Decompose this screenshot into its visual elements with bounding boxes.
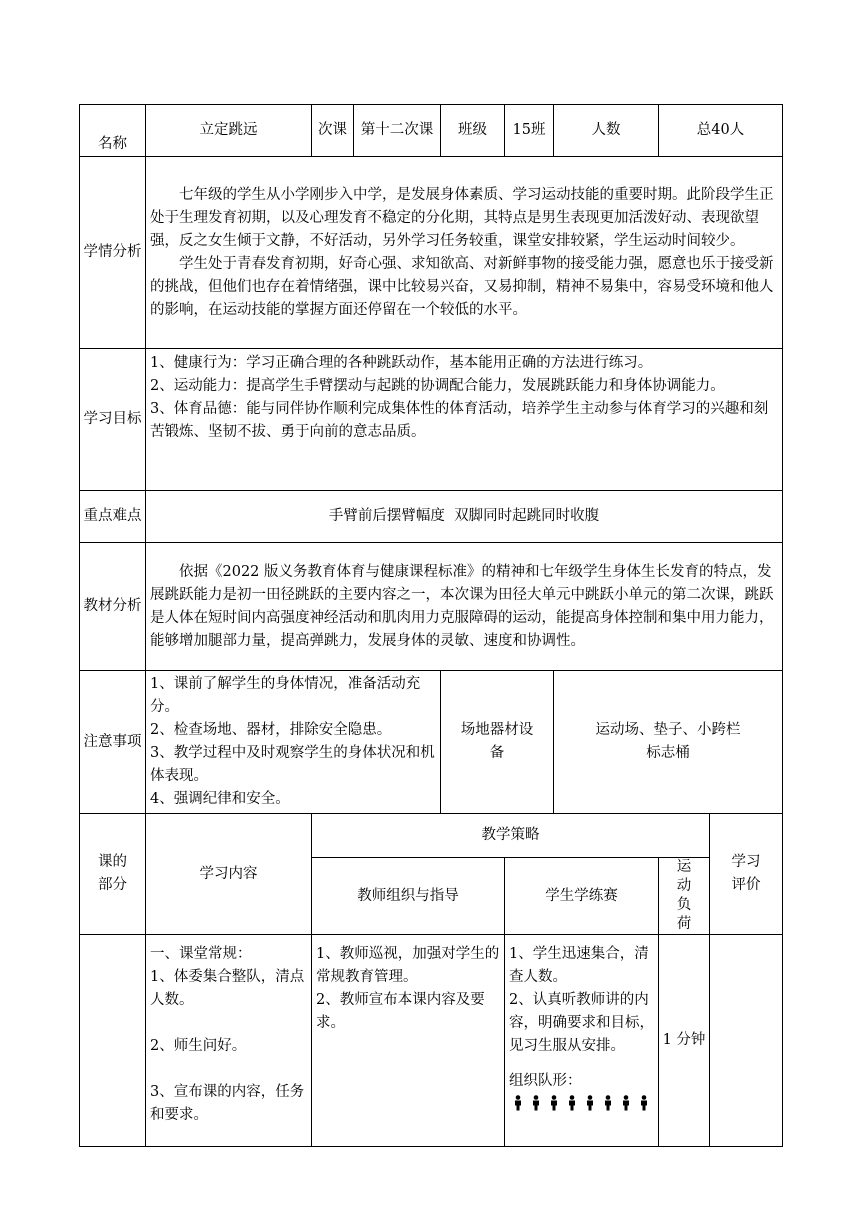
- key-points-label: 重点难点: [80, 491, 146, 543]
- teacher-line: 2、教师宣布本课内容及要求。: [316, 992, 485, 1031]
- material-analysis-label: 教材分析: [80, 543, 146, 671]
- person-icon: [563, 1095, 581, 1115]
- person-icon: [509, 1095, 527, 1115]
- note-item: 4、强调纪律和安全。: [150, 791, 290, 807]
- count-label: 人数: [554, 105, 659, 157]
- note-item: 2、检查场地、器材，排除安全隐患。: [150, 722, 392, 738]
- person-icon: [545, 1095, 563, 1115]
- objectives-row: [80, 349, 783, 491]
- formation-label: 组织队形：: [509, 1073, 582, 1089]
- session-value: 第十二次课: [354, 105, 441, 157]
- formation-figures: [509, 1095, 654, 1119]
- notes-label: 注意事项: [80, 671, 146, 814]
- venue-label: 场地器材设备: [441, 671, 554, 814]
- plan-part-cell: [80, 935, 146, 1147]
- count-value: 总40人: [659, 105, 783, 157]
- load-label: 运动负荷: [659, 858, 710, 935]
- notes-text: [146, 671, 441, 814]
- load-value: 1 分钟: [659, 935, 710, 1147]
- content-line: 2、师生问好。: [150, 1038, 247, 1054]
- name-label: 名称: [80, 105, 146, 157]
- note-item: 3、教学过程中及时观察学生的身体状况和机体表现。: [150, 745, 435, 784]
- venue-value: [554, 671, 783, 814]
- objectives-label: 学习目标: [80, 349, 146, 491]
- venue-value-line: 运动场、垫子、小跨栏: [595, 722, 741, 738]
- plan-teacher: [312, 935, 505, 1147]
- class-label: 班级: [441, 105, 505, 157]
- key-points-row: [80, 491, 783, 543]
- session-label: 次课: [312, 105, 354, 157]
- note-item: 1、课前了解学生的身体情况，准备活动充分。: [150, 676, 421, 715]
- student-analysis-text: [146, 157, 783, 349]
- plan-content: [146, 935, 312, 1147]
- key-points-value: 手臂前后摆臂幅度 双脚同时起跳同时收腹: [146, 491, 783, 543]
- eval-value: [710, 935, 783, 1147]
- person-icon: [635, 1095, 653, 1115]
- plan-row: [80, 935, 783, 1147]
- content-line: 3、宣布课的内容，任务和要求。: [150, 1084, 305, 1123]
- material-analysis-text: [146, 543, 783, 671]
- objectives-text: [146, 349, 783, 491]
- objective-item: 2、运动能力：提高学生手臂摆动与起跳的协调配合能力，发展跳跃能力和身体协调能力。: [150, 378, 725, 394]
- content-line: 1、体委集合整队，清点人数。: [150, 969, 305, 1008]
- class-value: 15班: [505, 105, 554, 157]
- name-value: 立定跳远: [146, 105, 312, 157]
- student-line: 2、认真听教师讲的内容，明确要求和目标，见习生服从安排。: [509, 992, 654, 1054]
- material-analysis-paragraph: 依据《2022 版义务教育体育与健康课程标准》的精神和七年级学生身体生长发育的特点，发展跳跃能力是初一田径跳跃的主要内容之一，本次课为田径大单元中跳跃小单元的第二次课，跳跃是人体在短时间内高强度神经活动和肌肉用力克服障碍的运动，能提高身体控制和集中用力能力，能够增加腿部力量，提高弹跳力，发展身体的灵敏、速度和协调性。: [150, 563, 774, 649]
- venue-value-line: 标志桶: [646, 745, 690, 761]
- objective-item: 1、健康行为：学习正确合理的各种跳跃动作，基本能用正确的方法进行练习。: [150, 355, 653, 371]
- person-icon: [617, 1095, 635, 1115]
- objective-item: 3、体育品德：能与同伴协作顺利完成集体性的体育活动，培养学生主动参与体育学习的兴趣和刻苦锻炼、坚韧不拔、勇于向前的意志品质。: [150, 401, 769, 440]
- student-analysis-label: 学情分析: [80, 157, 146, 349]
- lesson-plan-table: [79, 104, 783, 1147]
- student-analysis-row: [80, 157, 783, 349]
- strategy-label: 教学策略: [312, 814, 710, 858]
- content-line: 一、课堂常规：: [150, 946, 252, 962]
- teacher-label: 教师组织与指导: [312, 858, 505, 935]
- student-analysis-paragraph-1: 七年级的学生从小学刚步入中学，是发展身体素质、学习运动技能的重要时期。此阶段学生正处于生理发育初期，以及心理发育不稳定的分化期，其特点是男生表现更加活泼好动、表现欲望强，反之女生倾于文静，不好活动，另外学习任务较重，课堂安排较紧，学生运动时间较少。: [150, 186, 774, 249]
- plan-header-row: [80, 814, 783, 858]
- student-line: 1、学生迅速集合，清查人数。: [509, 946, 649, 985]
- person-icon: [527, 1095, 545, 1115]
- person-icon: [581, 1095, 599, 1115]
- header-row: [80, 105, 783, 157]
- material-analysis-row: [80, 543, 783, 671]
- notes-row: [80, 671, 783, 814]
- student-label: 学生学练赛: [505, 858, 659, 935]
- content-label: 学习内容: [146, 814, 312, 935]
- teacher-line: 1、教师巡视，加强对学生的常规教育管理。: [316, 946, 500, 985]
- student-analysis-paragraph-2: 学生处于青春发育初期，好奇心强、求知欲高、对新鲜事物的接受能力强，愿意也乐于接受新的挑战，但他们也存在着情绪强，课中比较易兴奋，又易抑制，精神不易集中，容易受环境和他人的影响，在运动技能的掌握方面还停留在一个较低的水平。: [150, 255, 774, 318]
- part-label: 课的部分: [80, 814, 146, 935]
- person-icon: [599, 1095, 617, 1115]
- eval-label: 学习评价: [710, 814, 783, 935]
- plan-student: [505, 935, 659, 1147]
